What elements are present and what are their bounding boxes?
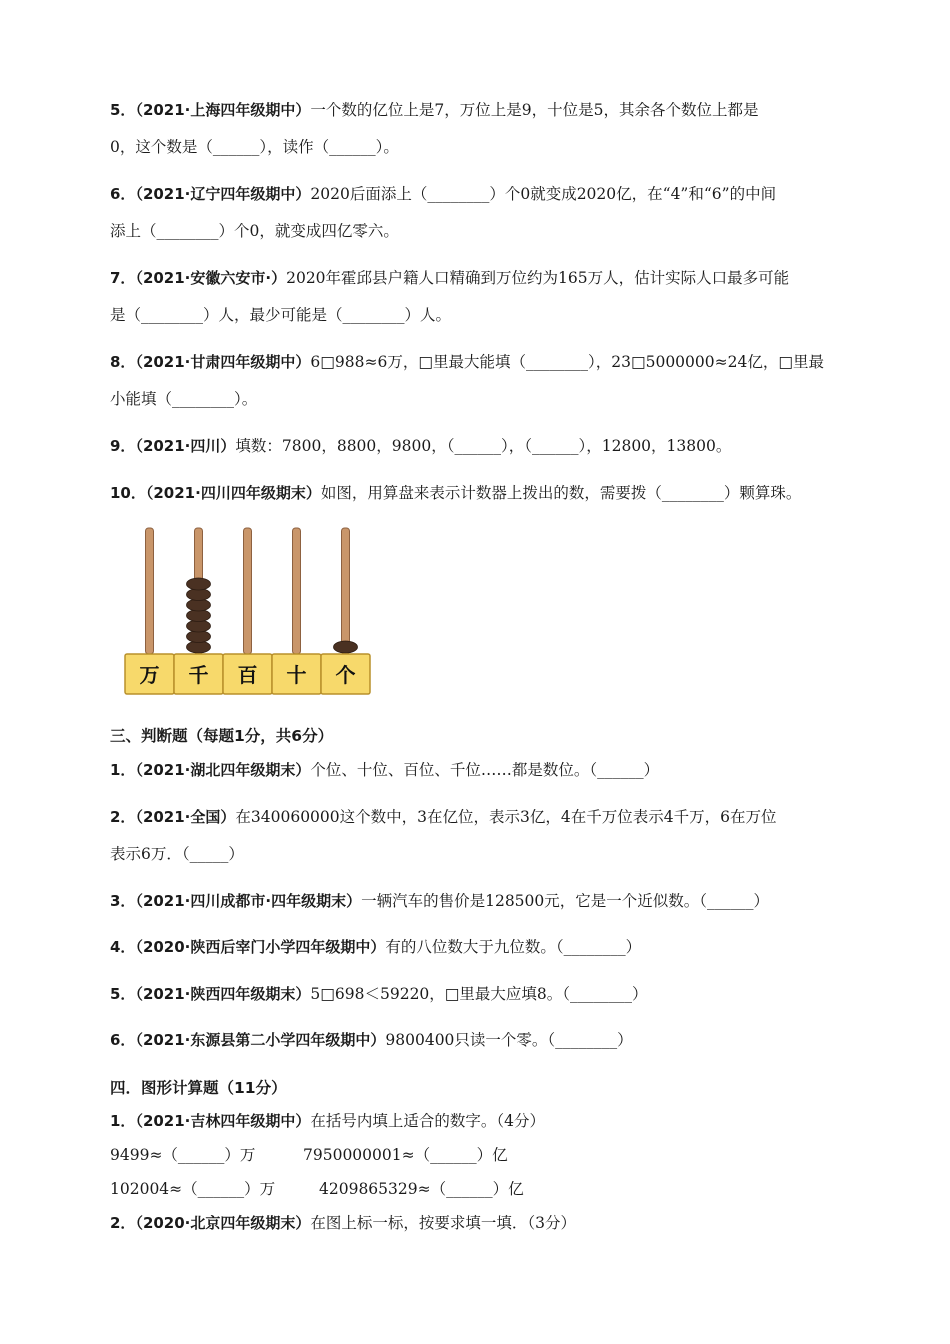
question-number: 1． bbox=[110, 1112, 136, 1130]
question-source: （2021·四川四年级期末） bbox=[145, 484, 321, 502]
question-source: （2021·四川） bbox=[135, 437, 236, 455]
calc-1-item-b: 7950000001≈（______）亿 bbox=[303, 1146, 508, 1164]
question-number: 6． bbox=[110, 185, 136, 203]
question-text: 一辆汽车的售价是128500元，它是一个近似数。（______） bbox=[361, 892, 770, 910]
calc-1-item-a: 9499≈（______）万 bbox=[110, 1146, 256, 1164]
question-9 bbox=[110, 435, 731, 457]
question-number: 8． bbox=[110, 353, 136, 371]
question-text: 个位、十位、百位、千位……都是数位。（______） bbox=[310, 761, 660, 779]
abacus-bead bbox=[187, 578, 211, 590]
question-text: 如图，用算盘来表示计数器上拨出的数，需要拨（________）颗算珠。 bbox=[320, 484, 802, 502]
question-5 bbox=[110, 99, 758, 121]
question-7 bbox=[110, 267, 789, 289]
question-number: 1． bbox=[110, 761, 136, 779]
question-text: 6□988≈6万，□里最大能填（________），23□5000000≈24亿，□里最 bbox=[310, 353, 824, 371]
judge-1 bbox=[110, 759, 659, 781]
abacus-rod bbox=[146, 528, 154, 654]
abacus-place-label: 千 bbox=[188, 663, 209, 687]
question-source: （2021·陕西四年级期末） bbox=[135, 985, 311, 1003]
calc-1-item-d: 4209865329≈（______）亿 bbox=[319, 1180, 524, 1198]
question-text: 2020后面添上（________）个0就变成2020亿，在“4”和“6”的中间 bbox=[310, 185, 777, 203]
abacus-rod bbox=[293, 528, 301, 654]
question-number: 5． bbox=[110, 101, 136, 119]
abacus-place-label: 百 bbox=[237, 663, 258, 687]
calc-2 bbox=[110, 1212, 576, 1234]
question-text: 5□698＜59220，□里最大应填8。（________） bbox=[310, 985, 648, 1003]
question-5-line-2: 0，这个数是（______），读作（______）。 bbox=[110, 138, 399, 156]
question-text: 填数：7800，8800，9800，（______），（______），12800，13800。 bbox=[235, 437, 732, 455]
section-4-title: 四．图形计算题（11分） bbox=[110, 1079, 287, 1097]
question-number: 4． bbox=[110, 938, 136, 956]
question-number: 3． bbox=[110, 892, 136, 910]
question-source: （2021·东源县第二小学四年级期中） bbox=[135, 1031, 386, 1049]
section-3-title: 三、判断题（每题1分，共6分） bbox=[110, 727, 334, 745]
calc-1 bbox=[110, 1110, 545, 1132]
abacus-figure bbox=[120, 522, 380, 700]
question-7-line-2: 是（________）人，最少可能是（________）人。 bbox=[110, 306, 452, 324]
question-number: 5． bbox=[110, 985, 136, 1003]
question-number: 2． bbox=[110, 1214, 136, 1232]
question-text: 一个数的亿位上是7，万位上是9，十位是5，其余各个数位上都是 bbox=[310, 101, 759, 119]
question-8 bbox=[110, 351, 824, 373]
abacus-place-label: 十 bbox=[286, 663, 307, 687]
judge-6 bbox=[110, 1029, 633, 1051]
judge-2 bbox=[110, 806, 776, 828]
question-text: 9800400只读一个零。（________） bbox=[385, 1031, 633, 1049]
question-text: 在图上标一标，按要求填一填．（3分） bbox=[310, 1214, 577, 1232]
question-source: （2021·上海四年级期中） bbox=[135, 101, 311, 119]
question-10 bbox=[110, 482, 801, 504]
question-text: 2020年霍邱县户籍人口精确到万位约为165万人，估计实际人口最多可能 bbox=[286, 269, 790, 287]
calc-1-item-c: 102004≈（______）万 bbox=[110, 1180, 276, 1198]
question-text: 在括号内填上适合的数字。（4分） bbox=[310, 1112, 546, 1130]
question-source: （2021·辽宁四年级期中） bbox=[135, 185, 311, 203]
judge-5 bbox=[110, 983, 648, 1005]
abacus-place-label: 万 bbox=[139, 663, 160, 687]
judge-4 bbox=[110, 936, 641, 958]
abacus-bead bbox=[334, 641, 358, 653]
question-source: （2021·安徽六安市·） bbox=[135, 269, 287, 287]
question-source: （2021·甘肃四年级期中） bbox=[135, 353, 311, 371]
question-source: （2021·吉林四年级期中） bbox=[135, 1112, 311, 1130]
question-number: 10． bbox=[110, 484, 146, 502]
question-source: （2021·全国） bbox=[135, 808, 236, 826]
judge-2-line-2: 表示6万．（_____） bbox=[110, 845, 244, 863]
judge-3 bbox=[110, 890, 769, 912]
question-8-line-2: 小能填（________）。 bbox=[110, 390, 258, 408]
question-number: 2． bbox=[110, 808, 136, 826]
question-text: 在340060000这个数中，3在亿位，表示3亿，4在千万位表示4千万，6在万位 bbox=[235, 808, 777, 826]
question-number: 6． bbox=[110, 1031, 136, 1049]
question-source: （2021·湖北四年级期末） bbox=[135, 761, 311, 779]
abacus-rod bbox=[342, 528, 350, 654]
question-source: （2021·四川成都市·四年级期末） bbox=[135, 892, 362, 910]
abacus-rod bbox=[244, 528, 252, 654]
question-number: 9． bbox=[110, 437, 136, 455]
question-text: 有的八位数大于九位数。（________） bbox=[385, 938, 642, 956]
question-source: （2020·北京四年级期末） bbox=[135, 1214, 311, 1232]
question-6-line-2: 添上（________）个0，就变成四亿零六。 bbox=[110, 222, 399, 240]
abacus-place-label: 个 bbox=[335, 663, 356, 687]
question-number: 7． bbox=[110, 269, 136, 287]
question-6 bbox=[110, 183, 776, 205]
question-source: （2020·陕西后宰门小学四年级期中） bbox=[135, 938, 386, 956]
